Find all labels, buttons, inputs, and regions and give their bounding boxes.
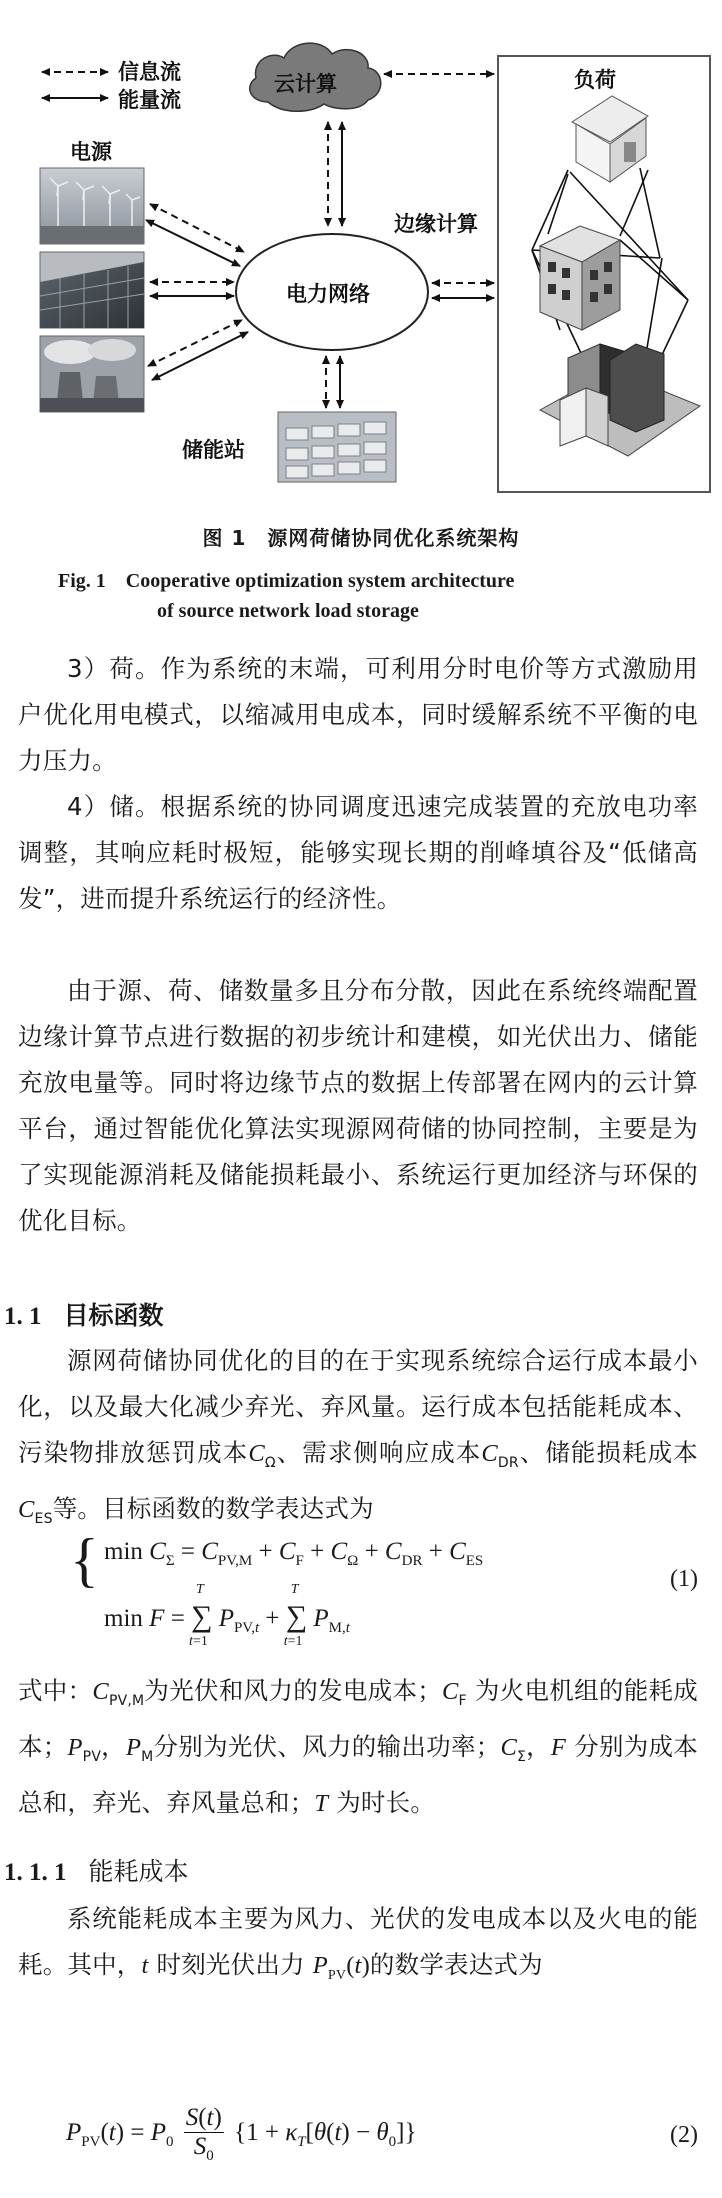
where-text-3: 分别为光伏、风力的输出功率； bbox=[153, 1731, 501, 1761]
paragraph-load: 3）荷。作为系统的末端，可利用分时电价等方式激励用户优化用电模式，以缩减用电成本，同时缓解系统不平衡的电力压力。 bbox=[18, 654, 698, 775]
storage-station-photo bbox=[278, 412, 396, 482]
objective-text-3: 、储能损耗成本 bbox=[518, 1438, 698, 1467]
power-source-label: 电源 bbox=[70, 140, 112, 164]
where-text-5: 为时长。 bbox=[336, 1787, 436, 1817]
subheading-number: 1. 1. 1 bbox=[4, 1859, 67, 1886]
objective-text-4: 等。目标函数的数学表达式为 bbox=[52, 1493, 374, 1523]
apartment-illustration bbox=[540, 226, 620, 330]
paragraph-edge-computing: 由于源、荷、储数量多且分布分散，因此在系统终端配置边缘计算节点进行数据的初步统计和建模，如光伏出力、储能充放电量等。同时将边缘节点的数据上传部署在网内的云计算平台，通过智能优化算法实现源网荷储的协同控制，主要是为了实现能源消耗及储能损耗最小、系统运行更加经济与环保的优化目标。 bbox=[18, 976, 698, 1235]
objective-text-1: 源网荷储协同优化的目的在于实现系统综合运行成本最小化，以及最大化减少弃光、弃风量。运行成本包括能耗成本、污染物排放惩罚成本 bbox=[18, 1346, 698, 1467]
heading-objective-function bbox=[4, 1296, 164, 1332]
cloud-computing-label: 云计算 bbox=[274, 72, 337, 96]
legend-energy-flow-label: 能量流 bbox=[118, 88, 181, 112]
solar-farm-photo bbox=[40, 252, 144, 328]
equation-1-line1: $\min C_\Sigma = C_{PV,M} + C_F + C_\Omega + C_{DR} + C_{ES}$ bbox=[104, 1538, 484, 1569]
power-grid-label: 电力网络 bbox=[286, 282, 370, 306]
equation-1-number: (1) bbox=[670, 1566, 698, 1592]
heading-number: 1. 1 bbox=[4, 1303, 42, 1330]
energy-text-1: 系统能耗成本主要为风力、光伏的发电成本以及火电的能耗。其中， bbox=[18, 1904, 698, 1979]
architecture-figure bbox=[0, 0, 722, 520]
edge-computing-label: 边缘计算 bbox=[394, 212, 478, 236]
figure-caption-en-line1: Fig. 1 Cooperative optimization system architecture bbox=[58, 570, 515, 592]
paragraph-energy-cost: 系统能耗成本主要为风力、光伏的发电成本以及火电的能耗。其中，t 时刻光伏出力 $P_{PV}(t)$的数学表达式为 bbox=[18, 1904, 698, 1983]
figure-caption-en-line2: of source network load storage bbox=[157, 600, 419, 622]
wind-farm-photo bbox=[40, 168, 144, 244]
load-label: 负荷 bbox=[574, 68, 616, 92]
heading-energy-cost bbox=[4, 1852, 189, 1888]
storage-station-label: 储能站 bbox=[182, 438, 245, 462]
figure-caption-zh: 图 1 源网荷储协同优化系统架构 bbox=[202, 526, 520, 550]
equation-2-body: $P_{PV}(t) = P_0$ $\frac{S(t)}{S_0}$ $\{1 + \kappa_T[\theta(t) - \theta_0]\}$ bbox=[66, 2104, 417, 2164]
equation-1-brace: { bbox=[70, 1527, 99, 1593]
where-text-4: 分别为成本总和，弃光、弃风量总和； bbox=[18, 1731, 698, 1817]
where-text-1: 为光伏和风力的发电成本； bbox=[144, 1676, 442, 1705]
thermal-plant-photo bbox=[40, 336, 144, 412]
paragraph-storage: 4）储。根据系统的协同调度迅速完成装置的充放电功率调整，其响应耗时极短，能够实现长期的削峰填谷及“低储高发”，进而提升系统运行的经济性。 bbox=[18, 792, 698, 913]
legend-info-flow-label: 信息流 bbox=[118, 60, 181, 84]
paragraph-objective: 源网荷储协同优化的目的在于实现系统综合运行成本最小化，以及最大化减少弃光、弃风量。运行成本包括能耗成本、污染物排放惩罚成本$C_\Omega$、需求侧响应成本$C_{DR}$、储能损耗成本$C_{ES}$等。目标函数的数学表达式为 bbox=[18, 1346, 698, 1527]
equation-2-number: (2) bbox=[670, 2122, 698, 2148]
energy-text-3: 的数学表达式为 bbox=[369, 1950, 543, 1979]
where-text-0: 式中： bbox=[18, 1676, 93, 1705]
paragraph-where: 式中：$C_{PV,M}$为光伏和风力的发电成本；$C_F$ 为火电机组的能耗成本；$P_{PV}$，$P_M$分别为光伏、风力的输出功率；$C_\Sigma$，F 分别为成本总和，弃光、弃风量总和；T 为时长。 bbox=[18, 1676, 698, 1817]
subheading-text: 能耗成本 bbox=[88, 1857, 189, 1886]
equation-1-line2: min F = ∑ T t=1 $P_{PV,t}$ + ∑ T t=1 $P_{M,t}$ bbox=[104, 1582, 350, 1649]
energy-text-2: 时刻光伏出力 bbox=[156, 1950, 305, 1979]
objective-text-2: 、需求侧响应成本 bbox=[275, 1438, 482, 1467]
where-text-2: 为火电机组的能耗成本； bbox=[18, 1676, 698, 1761]
heading-text: 目标函数 bbox=[63, 1301, 164, 1330]
